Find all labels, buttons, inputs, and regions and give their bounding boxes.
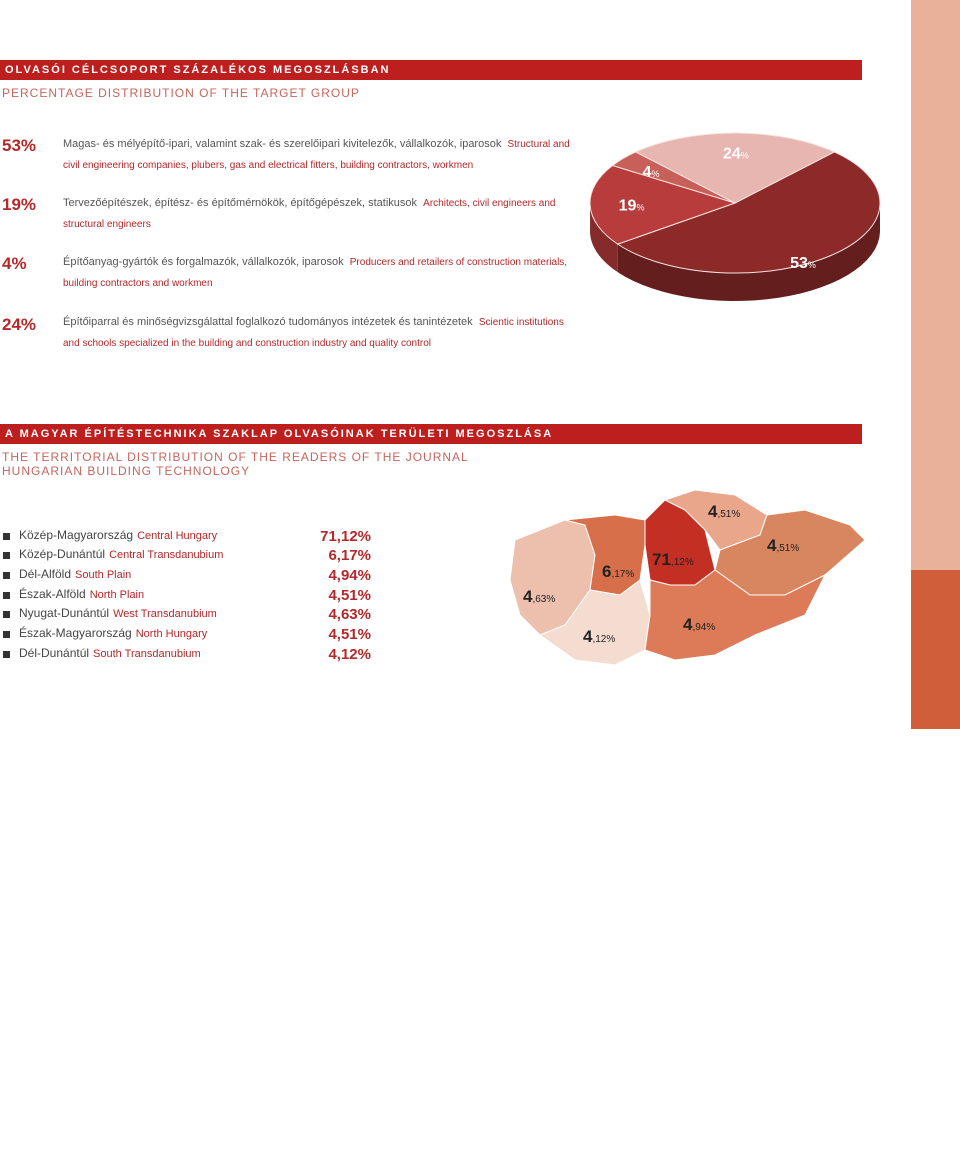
section1-title: OLVASÓI CÉLCSOPORT SZÁZALÉKOS MEGOSZLÁSBAN [5, 64, 391, 76]
pie-label: 19% [618, 197, 645, 215]
section2-subtitle-line1: THE TERRITORIAL DISTRIBUTION OF THE READERS OF THE JOURNAL [2, 450, 469, 464]
region-en: West Transdanubium [113, 608, 217, 620]
row-description [63, 134, 573, 176]
region-value: 71,12% [320, 528, 371, 545]
region-value: 4,12% [328, 646, 371, 663]
map-label-north-hungary: 4,51% [708, 502, 741, 521]
bullet-icon [3, 552, 10, 559]
region-en: South Plain [75, 569, 132, 581]
row-en: Architects, civil engineers and structural engineers [63, 198, 556, 230]
region-value: 4,94% [328, 567, 371, 584]
region-en: North Hungary [135, 628, 208, 640]
map-label-central-transdanubium: 6,17% [602, 562, 635, 581]
region-row [3, 646, 373, 666]
row-pct: 19% [2, 195, 37, 214]
region-en: Central Hungary [137, 530, 218, 542]
map-label-central-hungary: 71,12% [652, 550, 694, 569]
region-value: 6,17% [328, 547, 371, 564]
map-label-south-plain: 4,94% [683, 615, 716, 634]
row-description [63, 312, 573, 354]
row-pct: 24% [2, 315, 37, 334]
region-hu: Közép-Magyarország [19, 528, 134, 542]
region-en: North Plain [89, 589, 145, 601]
row-pct: 53% [2, 136, 37, 155]
row-en: Producers and retailers of construction materials, building contractors and workmen [63, 257, 568, 289]
region-row [3, 567, 373, 587]
region-hu: Dél-Dunántúl [19, 646, 90, 660]
region-hu: Észak-Alföld [19, 587, 86, 601]
region-value: 4,51% [328, 587, 371, 604]
row-pct: 4% [2, 254, 27, 273]
page-tab [911, 570, 960, 1167]
region-row [3, 606, 373, 626]
region-row [3, 587, 373, 607]
map-label-west-transdanubium: 4,63% [523, 587, 556, 606]
row-description [63, 193, 573, 235]
bullet-icon [3, 572, 10, 579]
bullet-icon [3, 631, 10, 638]
section1-title-bar [0, 60, 862, 80]
region-en: Central Transdanubium [109, 549, 224, 561]
pie-chart [585, 118, 885, 318]
region-row [3, 528, 373, 548]
section2-title: A MAGYAR ÉPÍTÉSTECHNIKA SZAKLAP OLVASÓINAK TERÜLETI MEGOSZLÁSA [5, 428, 554, 440]
region-hu: Közép-Dunántúl [19, 547, 106, 561]
region-row [3, 547, 373, 567]
map-label-south-transdanubium: 4,12% [583, 627, 616, 646]
bullet-icon [3, 611, 10, 618]
region-en: South Transdanubium [93, 648, 201, 660]
side-strip [911, 0, 960, 1167]
region-value: 4,63% [328, 606, 371, 623]
row-hu: Magas- és mélyépítő-ipari, valamint szak- és szerelőipari kivitelezők, vállalkozók, iparosok [63, 138, 502, 150]
row-description [63, 252, 573, 294]
pie-label: 24% [723, 145, 749, 163]
bullet-icon [3, 533, 10, 540]
pie-label: 53% [790, 255, 816, 273]
region-row [3, 626, 373, 646]
region-hu: Észak-Magyarország [19, 626, 132, 640]
region-value: 4,51% [328, 626, 371, 643]
pie-label: 4% [642, 163, 660, 181]
row-en: Structural and civil engineering companies, plubers, gas and electrical fitters, building contractors, workmen [63, 139, 570, 171]
hungary-map [505, 485, 905, 670]
region-hu: Nyugat-Dunántúl [19, 606, 110, 620]
row-hu: Építőanyag-gyártók és forgalmazók, vállalkozók, iparosok [63, 256, 344, 268]
section2-title-bar [0, 424, 862, 444]
page-number: 3 [929, 1142, 942, 1167]
bullet-icon [3, 651, 10, 658]
map-label-north-plain: 4,51% [767, 536, 800, 555]
section2-subtitle-line2: HUNGARIAN BUILDING TECHNOLOGY [2, 464, 251, 478]
row-en: Scientic institutions and schools specialized in the building and construction industry and quality control [63, 317, 564, 349]
bullet-icon [3, 592, 10, 599]
section1-subtitle: PERCENTAGE DISTRIBUTION OF THE TARGET GROUP [2, 86, 360, 100]
row-hu: Építőiparral és minőségvizsgálattal foglalkozó tudományos intézetek és tanintézetek [63, 316, 473, 328]
region-hu: Dél-Alföld [19, 567, 72, 581]
row-hu: Tervezőépítészek, építész- és építőmérnökök, építőgépészek, statikusok [63, 197, 418, 209]
